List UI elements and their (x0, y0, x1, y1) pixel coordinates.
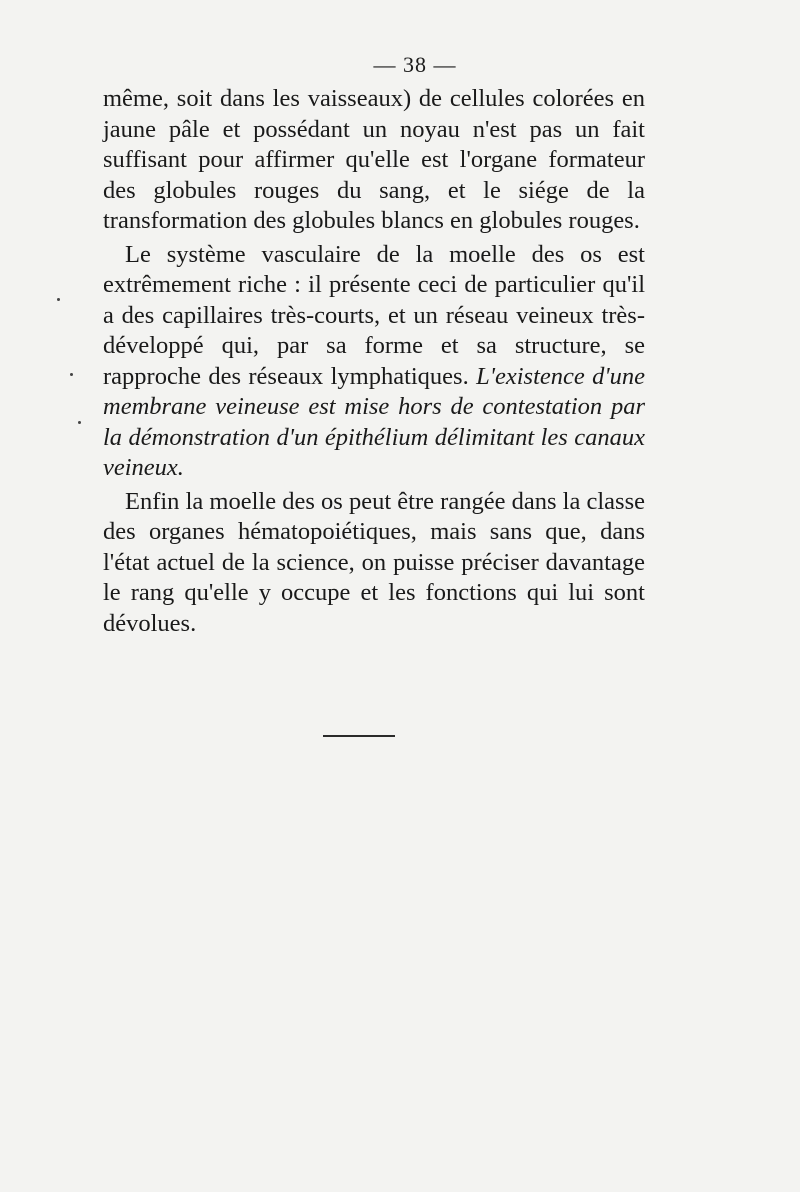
end-rule (323, 735, 395, 737)
page-number: — 38 — (373, 52, 457, 77)
print-speck (57, 298, 60, 301)
paragraph-1: même, soit dans les vaisseaux) de cellules colorées en jaune pâle et possédant un noyau n'est pas un fait suffisant pour affirmer qu'elle est l'organe formateur des globules rouges du sang, et le siége de la transformation des globules blancs en globules rouges. (103, 85, 645, 234)
print-speck (70, 373, 73, 376)
paragraph-2 (103, 240, 645, 484)
paragraph-3: Enfin la moelle des os peut être rangée dans la classe des organes hématopoiétiques, mais sans que, dans l'état actuel de la science, on puisse préciser davantage le rang qu'elle y occupe et les fonctions qui lui sont dévolues. (103, 487, 645, 637)
body-text (103, 84, 645, 639)
print-speck (78, 421, 81, 424)
paragraph-2-italic: L'existence d'une membrane veineuse est mise hors de contestation par la démonstration d'un épithélium délimitant les canaux veineux. (103, 362, 645, 481)
paragraph-2-roman: Le système vasculaire de la moelle des os est extrêmement riche : il présente ceci de particulier qu'il a des capillaires très-courts, et un réseau veineux très-développé qui, par sa forme et sa structure, se rapproche des réseaux lymphatiques. (103, 240, 645, 390)
